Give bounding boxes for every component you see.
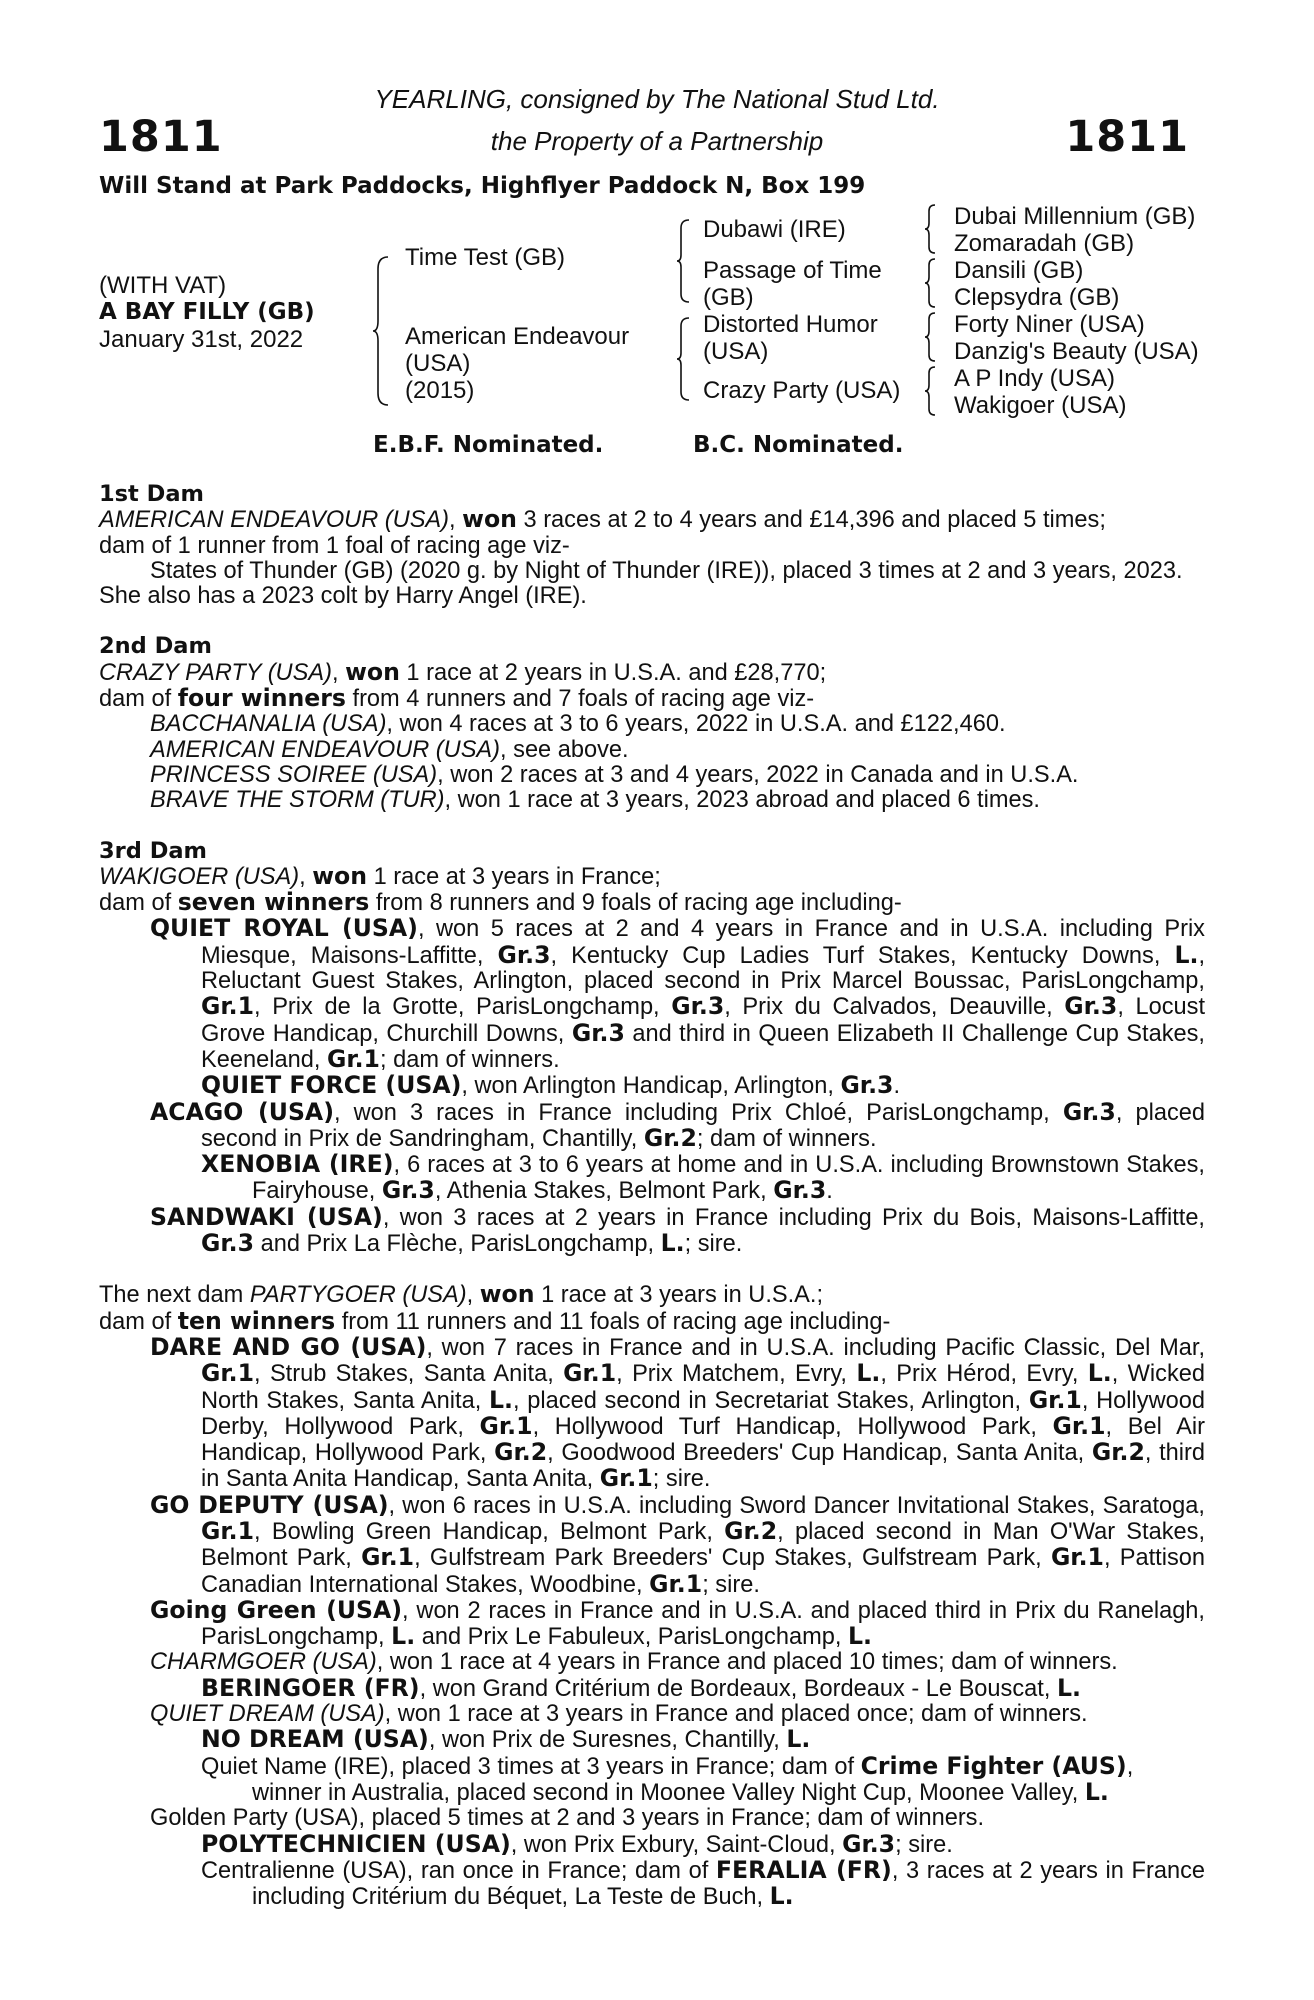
progeny-sandwaki: SANDWAKI (USA), won 3 races at 2 years in France including Prix du Bois, Maisons-Laffitte, Gr.3 and Prix La Flèche, ParisLongchamp, L.; sire. [150,1202,1205,1258]
pedigree-brace-dam [676,316,692,402]
progeny-beringoer: BERINGOER (FR), won Grand Critérium de Bordeaux, Bordeaux - Le Bouscat, L. [201,1673,1081,1702]
progeny-quiet-dream: QUIET DREAM (USA), won 1 race at 3 years in France and placed once; dam of winners. [150,1701,1088,1728]
progeny-quiet-force: QUIET FORCE (USA), won Arlington Handicap, Arlington, Gr.3. [201,1071,901,1100]
sd-sire: Dansili (GB) [954,257,1084,284]
second-dam-progeny-4: BRAVE THE STORM (TUR), won 1 race at 3 years, 2023 abroad and placed 6 times. [150,787,1040,814]
dam-sire-line2: (USA) [703,338,769,365]
second-dam-produce-line: dam of four winners from 4 runners and 7 foals of racing age viz- [99,684,815,713]
pedigree-brace-dd [924,365,938,417]
dd-dam: Wakigoer (USA) [954,392,1127,419]
progeny-go-deputy: GO DEPUTY (USA), won 6 races in U.S.A. including Sword Dancer Invitational Stakes, Saratoga, Gr.1, Bowling Green Handicap, Belmont Park, Gr.2, placed second in Man O'War Stakes, Belmont Park, Gr.1, Gulfstream Park Breeders' Cup Stakes, Gulfstream Park, Gr.1, Pattison Canadian International Stakes, Woodbine, Gr.1; sire. [150,1490,1205,1598]
pedigree-brace-main [372,255,392,407]
second-dam-title: 2nd Dam [99,633,212,660]
progeny-charmgoer: CHARMGOER (USA), won 1 race at 4 years in France and placed 10 times; dam of winners. [150,1649,1118,1676]
dam-name-line2: (USA) [405,350,471,377]
next-dam-line: The next dam PARTYGOER (USA), won 1 race at 3 years in U.S.A.; [99,1280,824,1309]
third-dam-produce-line: dam of seven winners from 8 runners and 9 foals of racing age including- [99,888,902,917]
dam-sire-line1: Distorted Humor [703,311,878,338]
pedigree-brace-ss [924,203,938,255]
first-dam-title: 1st Dam [99,481,204,507]
progeny-dare-and-go: DARE AND GO (USA), won 7 races in France and in U.S.A. including Pacific Classic, Del Mar, Gr.1, Strub Stakes, Santa Anita, Gr.1, Prix Matchem, Evry, L., Prix Hérod, Evry, L., Wicked North Stakes, Santa Anita, L., placed second in Secretariat Stakes, Arlington, Gr.1, Hollywood Derby, Hollywood Park, Gr.1, Hollywood Turf Handicap, Hollywood Park, Gr.1, Bel Air Handicap, Hollywood Park, Gr.2, Goodwood Breeders' Cup Handicap, Santa Anita, Gr.2, third in Santa Anita Handicap, Santa Anita, Gr.1; sire. [150,1332,1205,1493]
second-dam-progeny-2: AMERICAN ENDEAVOUR (USA), see above. [150,736,629,763]
progeny-golden-party: Golden Party (USA), placed 5 times at 2 and 3 years in France; dam of winners. [150,1805,985,1832]
first-dam-runner: States of Thunder (GB) (2020 g. by Night of Thunder (IRE)), placed 3 times at 2 and 3 years, 2023. [150,557,1183,584]
progeny-no-dream: NO DREAM (USA), won Prix de Suresnes, Chantilly, L. [201,1725,811,1754]
ds-sire: Forty Niner (USA) [954,311,1145,338]
ebf-nominated: E.B.F. Nominated. [373,432,604,458]
second-dam-progeny-1: BACCHANALIA (USA), won 4 races at 3 to 6 years, 2022 in U.S.A. and £122,460. [150,711,1006,738]
progeny-polytechnicien: POLYTECHNICIEN (USA), won Prix Exbury, Saint-Cloud, Gr.3; sire. [201,1829,953,1858]
dam-name-line1: American Endeavour [405,323,630,350]
sire-sire: Dubawi (IRE) [703,216,846,243]
next-dam-produce-line: dam of ten winners from 11 runners and 11 foals of racing age including- [99,1306,891,1335]
first-dam-produce-line: dam of 1 runner from 1 foal of racing age viz- [99,532,570,559]
first-dam-line: AMERICAN ENDEAVOUR (USA), won 3 races at 2 to 4 years and £14,396 and placed 5 times; [99,505,1106,534]
sd-dam: Clepsydra (GB) [954,284,1120,311]
third-dam-line: WAKIGOER (USA), won 1 race at 3 years in France; [99,861,661,890]
first-dam-note: She also has a 2023 colt by Harry Angel (IRE). [99,583,587,610]
bc-nominated: B.C. Nominated. [693,432,904,458]
ds-dam: Danzig's Beauty (USA) [954,338,1199,365]
stand-location: Will Stand at Park Paddocks, Highflyer Paddock N, Box 199 [99,173,866,199]
pedigree-brace-sd [924,257,938,309]
sire-dam-line2: (GB) [703,284,754,311]
progeny-quiet-name: Quiet Name (IRE), placed 3 times at 3 years in France; dam of Crime Fighter (AUS), winner in Australia, placed second in Moonee Valley Night Cup, Moonee Valley, L. [201,1751,1134,1806]
progeny-centralienne: Centralienne (USA), ran once in France; dam of FERALIA (FR), 3 races at 2 years in France including Critérium du Béquet, La Teste de Buch, L. [201,1855,1205,1911]
consignor-line: YEARLING, consigned by The National Stud Ltd. [374,84,940,114]
property-line: the Property of a Partnership [490,126,824,156]
ss-dam: Zomaradah (GB) [954,230,1135,257]
pedigree-brace-ds [924,311,938,363]
dd-sire: A P Indy (USA) [954,365,1115,392]
second-dam-progeny-3: PRINCESS SOIREE (USA), won 2 races at 3 and 4 years, 2022 in Canada and in U.S.A. [150,761,1079,788]
lot-number-right: 1811 [1065,112,1189,162]
progeny-xenobia: XENOBIA (IRE), 6 races at 3 to 6 years at home and in U.S.A. including Brownstown Stakes, Fairyhouse, Gr.3, Athenia Stakes, Belmont Park, Gr.3. [201,1150,1205,1205]
progeny-acago: ACAGO (USA), won 3 races in France including Prix Chloé, ParisLongchamp, Gr.3, placed second in Prix de Sandringham, Chantilly, Gr.2; dam of winners. [150,1097,1206,1152]
sire-name: Time Test (GB) [405,244,566,271]
foaling-date: January 31st, 2022 [99,326,304,353]
pedigree-brace-sire [676,218,692,304]
progeny-going-green: Going Green (USA), won 2 races in France and in U.S.A. and placed third in Prix du Ranelagh, ParisLongchamp, L. and Prix Le Fabuleux, ParisLongchamp, L. [150,1595,1205,1651]
second-dam-line: CRAZY PARTY (USA), won 1 race at 2 years in U.S.A. and £28,770; [99,657,827,686]
sire-dam-line1: Passage of Time [703,257,882,284]
third-dam-title: 3rd Dam [99,837,207,864]
catalogue-body [99,482,1205,1910]
progeny-quiet-royal: QUIET ROYAL (USA), won 5 races at 2 and 4 years in France and in U.S.A. including Prix Miesque, Maisons-Laffitte, Gr.3, Kentucky Cup Ladies Turf Stakes, Kentucky Downs, L., Reluctant Guest Stakes, Arlington, placed second in Prix Marcel Boussac, ParisLongchamp, Gr.1, Prix de la Grotte, ParisLongchamp, Gr.3, Prix du Calvados, Deauville, Gr.3, Locust Grove Handicap, Churchill Downs, Gr.3 and third in Queen Elizabeth II Challenge Cup Stakes, Keeneland, Gr.1; dam of winners. [150,914,1205,1073]
lot-number-left: 1811 [99,112,223,162]
horse-name: A BAY FILLY (GB) [99,299,315,325]
ss-sire: Dubai Millennium (GB) [954,203,1196,230]
vat-note: (WITH VAT) [99,272,227,299]
dam-name-line3: (2015) [405,377,475,404]
dam-dam: Crazy Party (USA) [703,377,901,404]
